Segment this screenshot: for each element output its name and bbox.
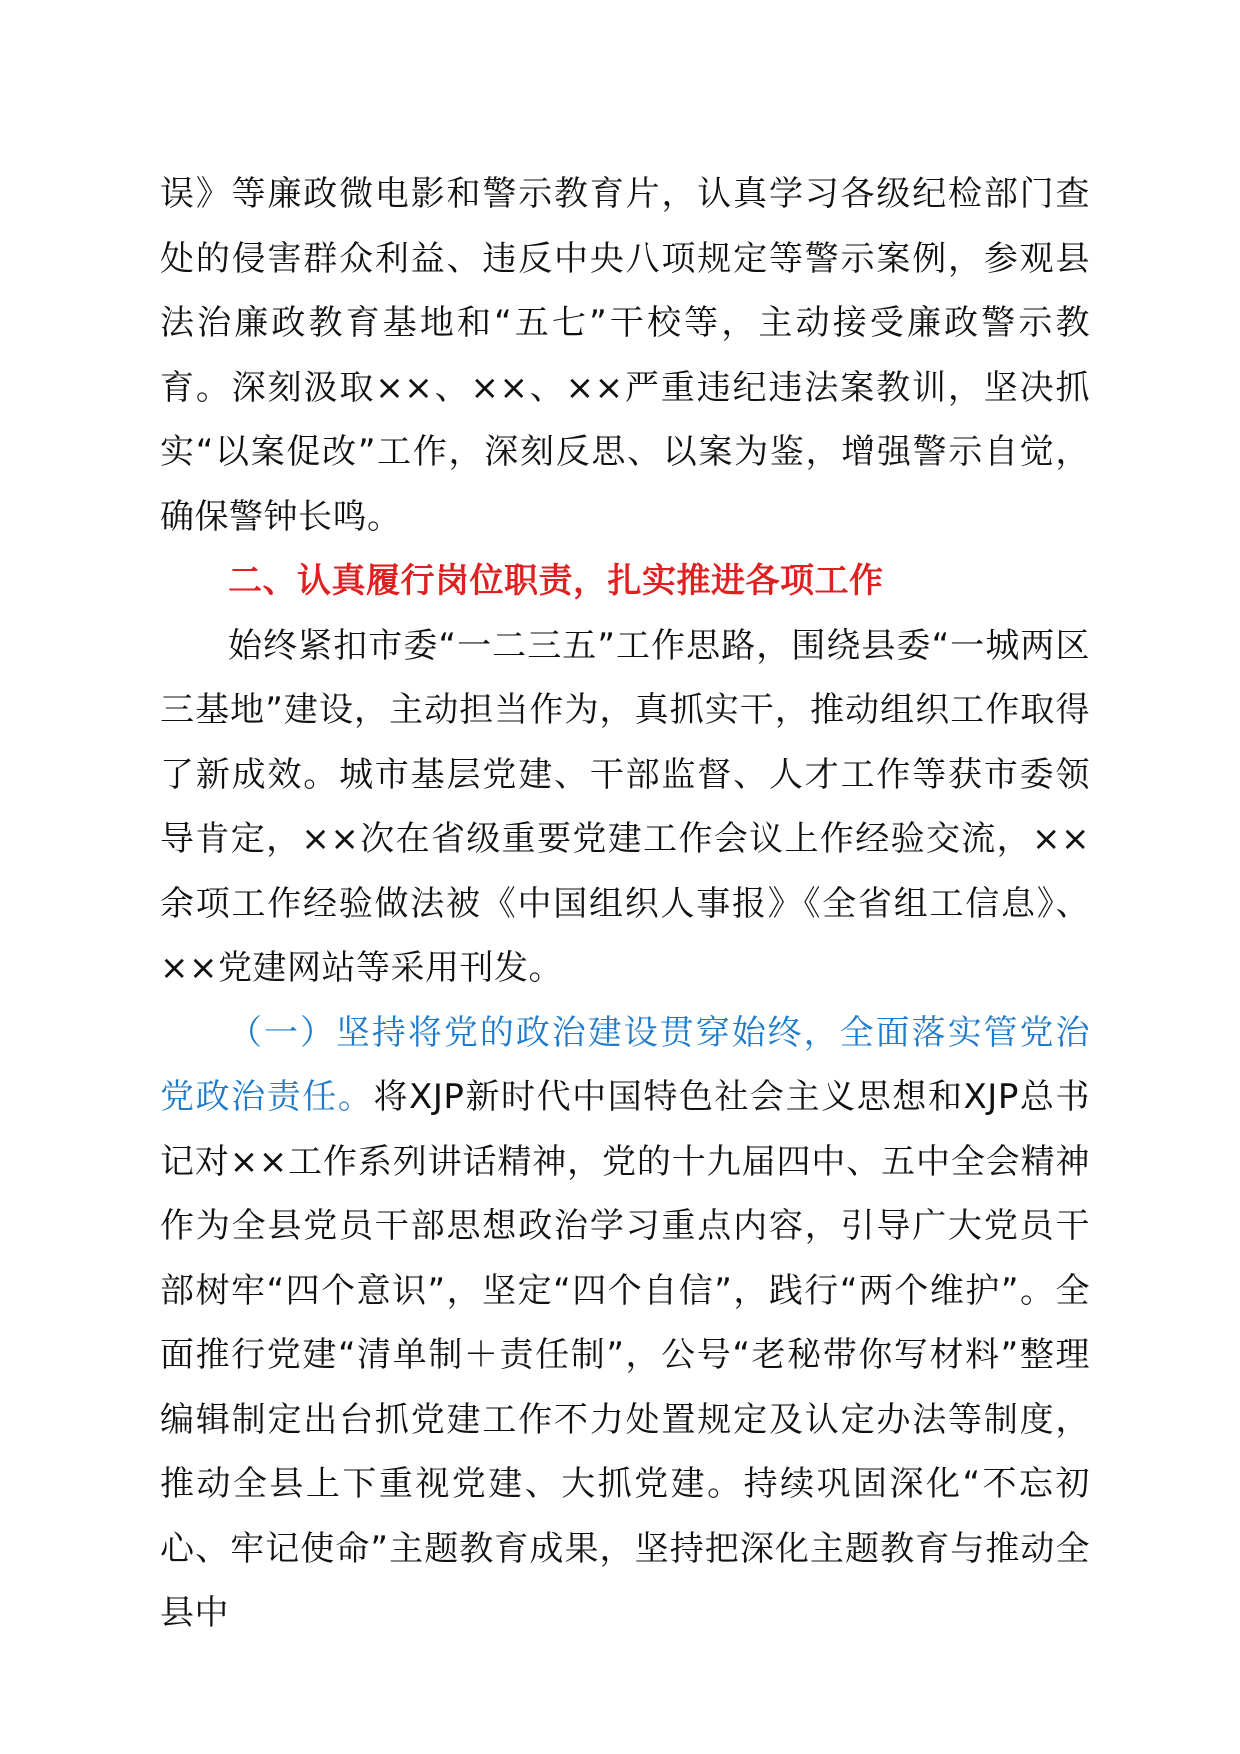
subsection-1-body: 将XJP新时代中国特色社会主义思想和XJP总书记对××工作系列讲话精神，党的十九届四中、五中全会精神作为全县党员干部思想政治学习重点内容，引导广大党员干部树牢“四个意识”，坚定“四个自信”，践行“两个维护”。全面推行党建“清单制＋责任制”，公号“老秘带你写材料”整理编辑制定出台抓党建工作不力处置规定及认定办法等制度，推动全县上下重视党建、大抓党建。持续巩固深化“不忘初心、牢记使命”主题教育成果，坚持把深化主题教育与推动全县中 bbox=[160, 1077, 1090, 1633]
paragraph-subsection-1 bbox=[160, 1001, 1090, 1646]
paragraph-section-2-intro: 始终紧扣市委“一二三五”工作思路，围绕县委“一城两区三基地”建设，主动担当作为，真抓实干，推动组织工作取得了新成效。城市基层党建、干部监督、人才工作等获市委领导肯定，××次在省级重要党建工作会议上作经验交流，××余项工作经验做法被《中国组织人事报》《全省组工信息》、××党建网站等采用刊发。 bbox=[160, 625, 1090, 988]
section-heading-2: 二、认真履行岗位职责，扎实推进各项工作 bbox=[228, 561, 884, 601]
subsection-heading-1: （一）坚持将党的政治建设贯穿始终，全面落实管党治党政治责任。 bbox=[160, 1012, 1090, 1117]
paragraph-continued: 误》等廉政微电影和警示教育片，认真学习各级纪检部门查处的侵害群众利益、违反中央八项规定等警示案例，参观县法治廉政教育基地和“五七”干校等，主动接受廉政警示教育。深刻汲取××、××、××严重违纪违法案教训，坚决抓实“以案促改”工作，深刻反思、以案为鉴，增强警示自觉，确保警钟长鸣。 bbox=[160, 174, 1090, 537]
document-page bbox=[160, 162, 1090, 1646]
